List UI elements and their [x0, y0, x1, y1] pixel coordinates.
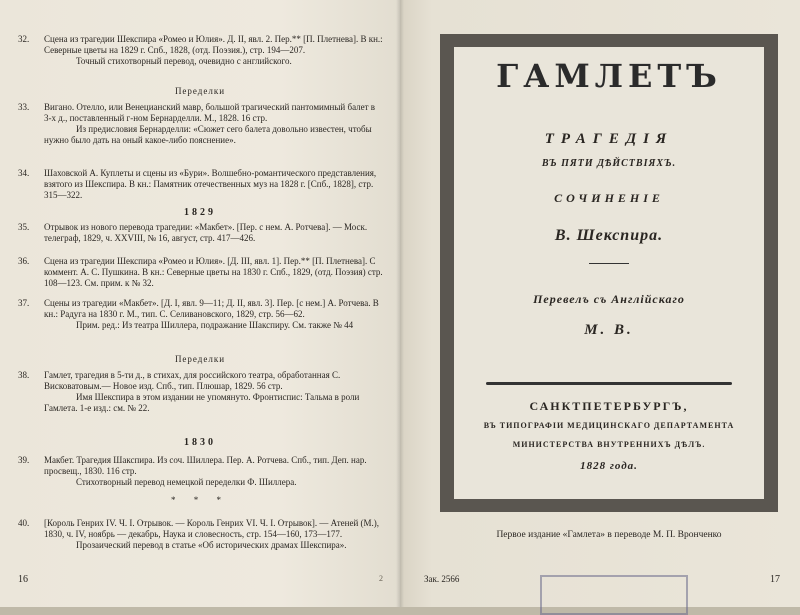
- library-stamp: [540, 575, 688, 615]
- entry-number: 34.: [18, 168, 30, 178]
- page-number: 17: [770, 574, 780, 585]
- title-page-facsimile: [454, 47, 764, 499]
- bibliography-entry: [18, 102, 384, 146]
- facsimile-city: САНКТПЕТЕРБУРГЪ,: [529, 399, 689, 413]
- figure-caption: Первое издание «Гамлета» в переводе М. П. Вронченко: [496, 530, 722, 540]
- section-heading: Переделки: [174, 86, 226, 96]
- facsimile-composition: СОЧИНЕНІЕ: [554, 191, 664, 205]
- facsimile-initials: М. В.: [584, 322, 634, 338]
- divider-rule: [486, 382, 732, 385]
- entry-note: Прим. ред.: Из театра Шиллера, подражание Шакспиру. См. также № 44: [76, 320, 354, 330]
- facsimile-author: В. Шекспира.: [554, 227, 664, 244]
- entry-text: Сцена из трагедии Шекспира «Ромео и Юлия». Д. II, явл. 2. Пер.** [П. Плетнева]. В кн.: Северные цветы на 1829 г. Спб., 1828, (отд. Поэзия.), стр. 194—207.: [44, 34, 383, 55]
- entry-text: Шаховской А. Куплеты и сцены из «Бури». Волшебно-романтического представления, взятого из Шекспира. В кн.: Памятник отечественных муз на 1828 г. [Спб., 1828], стр. 315—322.: [44, 168, 377, 200]
- bibliography-entry: [18, 222, 384, 244]
- signature-mark: 2: [379, 574, 383, 583]
- year-heading: 1830: [184, 437, 216, 448]
- entry-number: 32.: [18, 34, 30, 44]
- entry-note: Имя Шекспира в этом издании не упомянуто. Фронтиспис: Тальма в роли Гамлета. 1-е изд.: см. № 22.: [44, 392, 360, 413]
- entry-text: Макбет. Трагедия Шакспира. Из соч. Шиллера. Пер. А. Ротчева. Спб., тип. Деп. нар. просвещ., 1830. 116 стр.: [44, 455, 367, 476]
- facsimile-acts: ВЪ ПЯТИ ДѢЙСТВІЯХЪ.: [541, 158, 677, 169]
- entry-note: Стихотворный перевод немецкой переделки Ф. Шиллера.: [76, 477, 297, 487]
- book-gutter: [396, 0, 404, 607]
- entry-text: Гамлет, трагедия в 5-ти д., в стихах, для российского театра, обработанная С. Висковатовым.— Новое изд. Спб., тип. Плюшар, 1829. 56 стр.: [44, 370, 341, 391]
- bibliography-entry: [18, 34, 384, 67]
- page-number: 16: [18, 574, 28, 585]
- entry-text: Отрывок из нового перевода трагедии: «Макбет». [Пер. с нем. А. Ротчева]. — Моск. телеграф, 1829, ч. XXVIII, № 16, август, стр. 417—426.: [44, 222, 368, 243]
- section-heading: Переделки: [174, 354, 226, 364]
- entry-text: [Король Генрих IV. Ч. I. Отрывок. — Король Генрих VI. Ч. I. Отрывок]. — Атеней (М.), 1830, ч. IV, ноябрь — декабрь, Наука и словесность, стр. 154—160, 173—177.: [44, 518, 380, 539]
- print-order-number: Зак. 2566: [424, 574, 460, 584]
- entry-text: Вигано. Отелло, или Венецианский мавр, большой трагический пантомимный балет в 3-х д., поставленный г-ном Бернарделли. М., 1828. 16 стр.: [44, 102, 376, 123]
- entry-number: 35.: [18, 222, 30, 232]
- facsimile-year: 1828 года.: [580, 460, 638, 472]
- bibliography-entry: [18, 370, 384, 414]
- facsimile-genre: ТРАГЕДІЯ: [544, 131, 674, 147]
- facsimile-printer: ВЪ ТИПОГРАФІИ МЕДИЦИНСКАГО ДЕПАРТАМЕНТА: [483, 421, 735, 430]
- entry-note: Из предисловия Бернарделли: «Сюжет сего балета довольно известен, чтобы нужно было дать на оный какое-либо пояснение».: [44, 124, 372, 145]
- bibliography-entry: [18, 298, 384, 331]
- entry-note: Прозаический перевод в статье «Об исторических драмах Шекспира».: [76, 540, 347, 550]
- left-page: [0, 0, 400, 607]
- entry-number: 33.: [18, 102, 30, 112]
- section-separator: * * *: [171, 495, 229, 505]
- facsimile-title: ГАМЛЕТЪ: [496, 57, 722, 95]
- entry-number: 40.: [18, 518, 30, 528]
- facsimile-printer-ministry: МИНИСТЕРСТВА ВНУТРЕННИХЪ ДѢЛЪ.: [512, 440, 706, 449]
- entry-number: 39.: [18, 455, 30, 465]
- bibliography-entry: [18, 168, 384, 201]
- entry-number: 37.: [18, 298, 30, 308]
- bibliography-entry: [18, 256, 384, 289]
- year-heading: 1829: [184, 207, 216, 218]
- facsimile-translator-line: Перевелъ съ Англійскаго: [533, 292, 685, 306]
- bibliography-entry: [18, 518, 384, 551]
- entry-number: 38.: [18, 370, 30, 380]
- entry-note: Точный стихотворный перевод, очевидно с английского.: [76, 56, 292, 66]
- entry-text: Сцена из трагедии Шекспира «Ромео и Юлия». [Д. III, явл. 1]. Пер.** [П. Плетнева]. С коммент. А. С. Пушкина. В кн.: Северные цветы на 1830 г. Спб., 1829, (отд. Поэзия) стр. 108—123. См. прим. к № 32.: [44, 256, 383, 288]
- bibliography-entry: [18, 455, 384, 488]
- entry-text: Сцены из трагедии «Макбет». [Д. I, явл. 9—11; Д. II, явл. 3]. Пер. [с нем.] А. Ротчева. В кн.: Радуга на 1830 г. М., тип. С. Селивановского, 1829, стр. 56—62.: [44, 298, 379, 319]
- ornament-rule: [589, 263, 629, 264]
- entry-number: 36.: [18, 256, 30, 266]
- right-page: [400, 0, 800, 607]
